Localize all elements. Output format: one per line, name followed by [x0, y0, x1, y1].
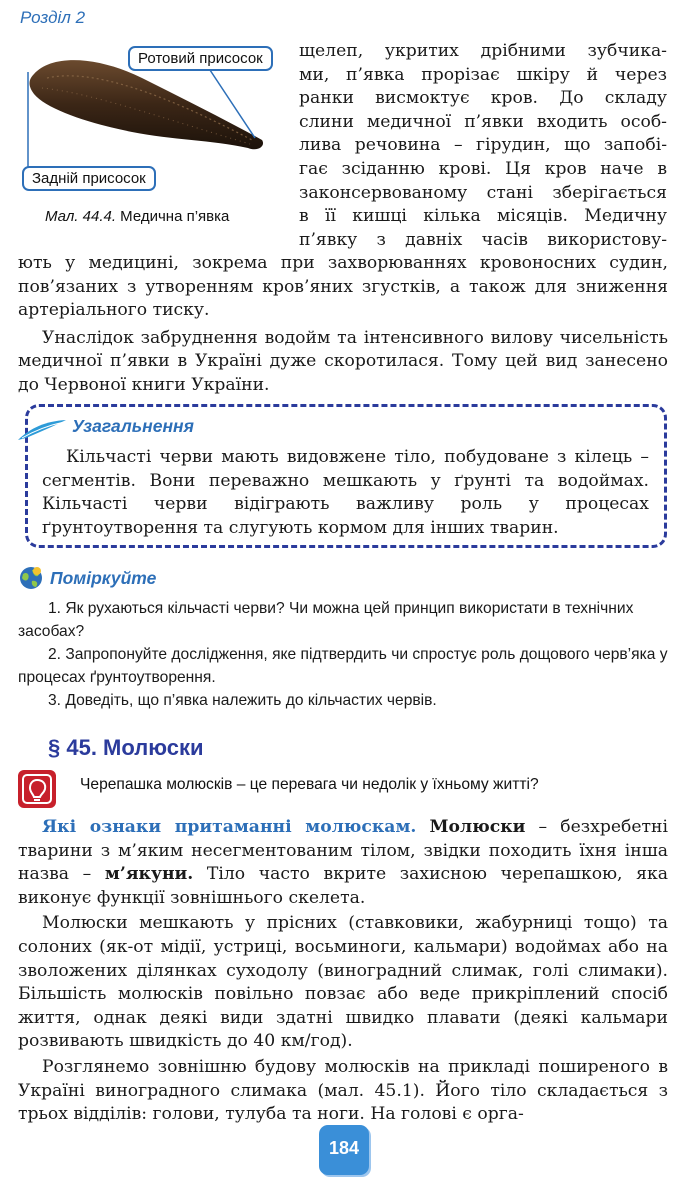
figure-caption [45, 208, 229, 225]
caption-text: Медична п’явка [120, 208, 230, 225]
question-item: 2. Запропонуйте дослідження, яке підтвердить чи спростує роль дощового черв’яка у процесах ґрунтоутворення. [18, 646, 668, 686]
wrap-line: ранки висмоктує кров. До складу [299, 88, 667, 109]
wrap-line: щелеп, укритих дрібними зубчика- [299, 41, 667, 61]
wrap-line: законсервованому стані зберігається [299, 182, 667, 203]
wrap-line: п’явку з давніх часів використову- [299, 229, 667, 250]
question-item: 3. Доведіть, що п’явка належить до кільчастих червів. [48, 692, 437, 709]
term-soft-bodied: м’якуни. [104, 864, 194, 885]
section-heading: § 45. Молюски [48, 735, 204, 760]
summary-text: Кільчасті черви мають видовжене тіло, побудоване з кілець – сегментів. Вони переважно мешкають у ґрунті та водоймах. Кільчасті черви відіграють важливу роль у процесах ґрунтоутворення та слугують кормом для інших тварин. [42, 447, 649, 538]
paragraph: ють у медицині, зокрема при захворюваннях кровоносних судин, пов’язаних з утворенням кров’яних згустків, а також для зниження артеріального тиску. [18, 253, 668, 321]
paragraph: Унаслідок забруднення водойм та інтенсивного вилову чисельність медичної п’явки в Україні дуже скоротилася. Тому цей вид занесено до Червоної книги України. [18, 327, 668, 395]
problem-icon [18, 770, 56, 808]
paragraph: Розглянемо зовнішню будову молюсків на прикладі поширеного в Україні виноградного слимака (мал. 45.1). Його тіло складається з трьох відділів: голови, тулуба та ноги. На голові є орга- [18, 1056, 668, 1125]
callout-mouth-sucker: Ротовий присосок [128, 46, 273, 71]
think-title: Поміркуйте [50, 568, 157, 588]
wrap-line: гає зсіданню крові. Ця кров наче в [299, 158, 667, 179]
text-block-2 [18, 816, 668, 1127]
question-item: 1. Як рухаються кільчасті черви? Чи можна цей принцип використати в технічних засобах? [18, 600, 634, 640]
wrap-line: лива речовина – гірудин, що запобі- [299, 135, 667, 156]
question-list [18, 597, 668, 712]
wrap-line: ми, п’явка прорізає шкіру й через [299, 64, 667, 85]
paragraph-mid: – безхребетні тварини з м’яким несегментованим тілом, звідки походить їхня інша назва – [18, 817, 669, 885]
wrap-line: слини медичної п’явки входить особ- [299, 111, 667, 132]
paragraph: Молюски мешкають у прісних (ставковики, жабурниці тощо) та солоних (як-от мідії, устриці, восьминоги, кальмари) водоймах або на зволожених ділянках суходолу (виноградний слимак, голі слимаки). Більшість молюсків повільно повзає або веде прикріплений спосіб життя, однак деякі види здатні швидко плавати (деякі кальмари розвивають швидкість до 40 км/год). [18, 913, 668, 1052]
paragraph-rest: Тіло часто вкрите захисною черепашкою, яка виконує функції зовнішнього скелета. [18, 864, 668, 908]
text-block-1 [18, 252, 668, 398]
summary-body [42, 446, 649, 540]
paragraph [18, 816, 668, 910]
callout-rear-sucker: Задній присосок [22, 166, 156, 191]
feather-icon [16, 418, 68, 442]
wrap-text [299, 40, 667, 252]
caption-label: Мал. 44.4. [45, 208, 116, 225]
globe-icon [18, 565, 44, 591]
paragraph-lead: Які ознаки притаманні молюскам. [42, 817, 417, 837]
page-number: 184 [319, 1125, 369, 1175]
summary-title: Узагальнення [68, 416, 198, 437]
term-molluscs: Молюски [429, 817, 526, 837]
wrap-line: в її кишці кілька місяців. Медичну [299, 206, 667, 227]
section-label: Розділ 2 [20, 8, 86, 27]
problem-question: Черепашка молюсків – це перевага чи недолік у їхньому житті? [80, 776, 539, 793]
